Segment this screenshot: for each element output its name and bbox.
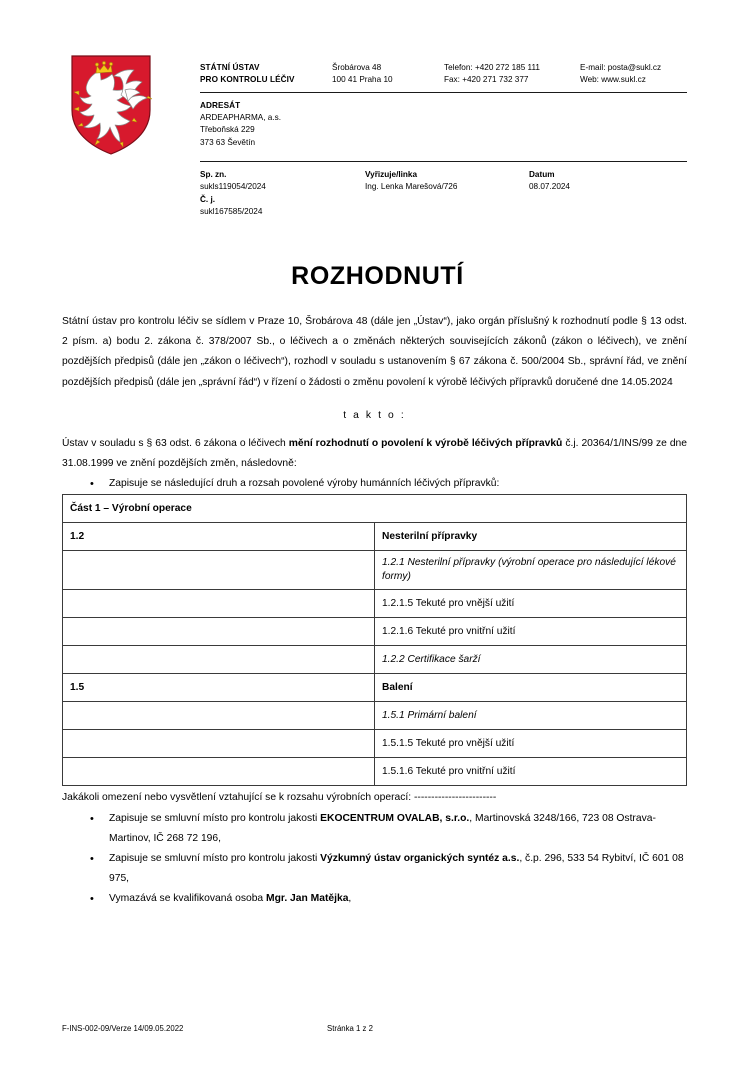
letterhead-text (200, 52, 687, 218)
ruling-lead: Ústav v souladu s § 63 odst. 6 zákona o léčivech (62, 437, 289, 449)
reference-date (529, 169, 687, 218)
provision-tail: , Martinovská 3248/166, 723 08 Ostrava-Martinov, IČ 268 72 196, (109, 812, 656, 844)
row-number (63, 551, 375, 590)
reference-file-number (200, 169, 365, 218)
table-row (63, 674, 687, 702)
recipient-street: Třeboňská 229 (200, 125, 255, 135)
recipient-name: ARDEAPHARMA, a.s. (200, 113, 281, 123)
list-item (62, 474, 687, 494)
row-text: 1.2.1.6 Tekuté pro vnitřní užití (375, 618, 687, 646)
address-line-1: Šrobárova 48 (332, 63, 382, 72)
row-text: 1.5.1.5 Tekuté pro vnější užití (375, 730, 687, 758)
ruling-bold: mění rozhodnutí o povolení k výrobě léčivých přípravků (288, 437, 563, 449)
organization-address (332, 62, 444, 86)
table-row (63, 702, 687, 730)
organization-line-1: STÁTNÍ ÚSTAV (200, 63, 260, 72)
table-row (63, 523, 687, 551)
organization-email (580, 62, 687, 86)
provision-tail: , (348, 893, 352, 905)
letterhead (62, 52, 687, 218)
document-body (62, 312, 687, 910)
row-number: 1.5 (63, 674, 375, 702)
web-line: Web: www.sukl.cz (580, 74, 646, 84)
recipient-block (200, 93, 687, 155)
czech-coat-of-arms-icon (70, 54, 152, 156)
row-number (63, 618, 375, 646)
recipient-label: ADRESÁT (200, 100, 241, 110)
organization-line-2: PRO KONTROLU LÉČIV (200, 74, 295, 84)
organization-phone (444, 62, 580, 86)
phone-line: Telefon: +420 272 185 111 (444, 63, 540, 72)
row-number (63, 646, 375, 674)
row-text: Nesterilní přípravky (375, 523, 687, 551)
row-text: 1.2.1 Nesterilní přípravky (výrobní operace pro následující lékové formy) (375, 551, 687, 590)
intro-paragraph: Státní ústav pro kontrolu léčiv se sídlem v Praze 10, Šrobárova 48 (dále jen „Ústav“), jako orgán příslušný k rozhodnutí podle § 13 odst. 2 písm. a) bodu 2. zákona č. 378/2007 Sb., o léčivech a o změnách některých souvisejících zákonů (zákon o léčivech), ve znění pozdějších předpisů (dále jen „zákon o léčivech“), rozhodl v souladu s ustanovením § 67 zákona č. 500/2004 Sb., správní řád, ve znění pozdějších předpisů (dále jen „správní řád“) v řízení o žádosti o změnu povolení k výrobě léčivých přípravků doručené dne 14.05.2024 (62, 316, 687, 388)
address-line-2: 100 41 Praha 10 (332, 74, 393, 84)
row-text: 1.2.2 Certifikace šarží (375, 646, 687, 674)
spzn-value: sukls119054/2024 (200, 182, 266, 192)
provision-lead: Vymazává se kvalifikovaná osoba (109, 893, 267, 905)
row-text: 1.5.1.6 Tekuté pro vnitřní užití (375, 758, 687, 786)
bullet-list-provisions (62, 809, 687, 910)
footer-form-code: F-INS-002-09/Verze 14/09.05.2022 (62, 1024, 184, 1033)
row-text: 1.5.1 Primární balení (375, 702, 687, 730)
table-row (63, 590, 687, 618)
table-row (63, 730, 687, 758)
takto-heading: t a k t o : (343, 409, 406, 421)
organization-name (200, 62, 332, 86)
list-item (62, 889, 687, 909)
handler-value: Ing. Lenka Marešová/726 (365, 182, 458, 192)
provision-lead: Zapisuje se smluvní místo pro kontrolu jakosti (109, 853, 321, 865)
recipient-city: 373 63 Ševětín (200, 137, 256, 147)
cj-label: Č. j. (200, 194, 216, 204)
provision-entity: Výzkumný ústav organických syntéz a.s. (320, 853, 520, 865)
email-line: E-mail: posta@sukl.cz (580, 63, 662, 72)
bullet-intro-text: Zapisuje se následující druh a rozsah povolené výroby humánních léčivých přípravků: (109, 478, 500, 490)
page-footer (62, 1024, 687, 1033)
list-item (62, 849, 687, 889)
handler-label: Vyřizuje/linka (365, 169, 418, 179)
letterhead-contact-row (200, 62, 687, 86)
row-text: 1.2.1.5 Tekuté pro vnější užití (375, 590, 687, 618)
reference-handler (365, 169, 529, 218)
page-title: ROZHODNUTÍ (291, 262, 464, 290)
date-value: 08.07.2024 (529, 182, 570, 192)
table-row (63, 758, 687, 786)
date-label: Datum (529, 169, 555, 179)
row-text: Balení (375, 674, 687, 702)
table-header-row (63, 495, 687, 523)
row-number (63, 758, 375, 786)
table-row (63, 551, 687, 590)
provision-tail: , č.p. 296, 533 54 Rybitví, IČ 601 08 975, (109, 853, 684, 885)
cj-value: sukl167585/2024 (200, 206, 263, 216)
row-number (63, 730, 375, 758)
provision-entity: EKOCENTRUM OVALAB, s.r.o. (320, 812, 470, 824)
ruling-paragraph (62, 434, 687, 474)
table-header-cell: Část 1 – Výrobní operace (63, 495, 687, 523)
bullet-list-intro (62, 474, 687, 494)
table-row (63, 618, 687, 646)
footer-page-number: Stránka 1 z 2 (327, 1024, 373, 1033)
table-body (63, 495, 687, 786)
table-note: Jakákoli omezení nebo vysvětlení vztahující se k rozsahu výrobních operací: ------------------------ (62, 792, 497, 804)
ruling-tail: č.j. 20364/1/INS/99 ze dne 31.08.1999 ve znění pozdějších změn, následovně: (62, 437, 687, 470)
table-row (63, 646, 687, 674)
row-number (63, 590, 375, 618)
emblem-container (62, 52, 200, 156)
manufacturing-operations-table (62, 494, 687, 786)
reference-block (200, 162, 687, 218)
row-number: 1.2 (63, 523, 375, 551)
row-number (63, 702, 375, 730)
provision-lead: Zapisuje se smluvní místo pro kontrolu jakosti (109, 812, 321, 824)
spzn-label: Sp. zn. (200, 169, 227, 179)
list-item (62, 809, 687, 849)
provision-entity: Mgr. Jan Matějka (266, 893, 349, 905)
fax-line: Fax: +420 271 732 377 (444, 74, 529, 84)
